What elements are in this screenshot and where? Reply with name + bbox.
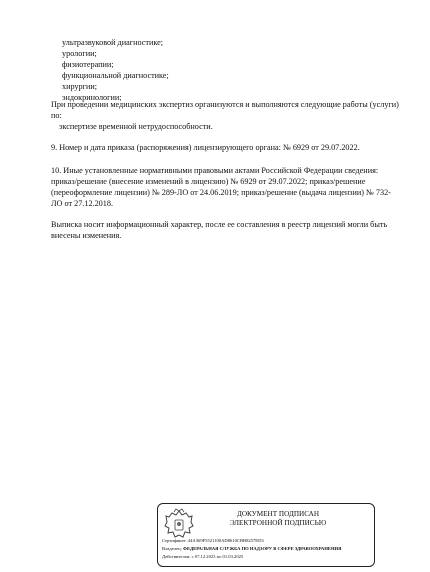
list-item: функциональной диагностике;	[62, 71, 169, 80]
list-item: урологии;	[62, 49, 97, 58]
electronic-signature-stamp	[157, 503, 375, 567]
other-info-paragraph: 10. Иные установленные нормативными правовыми актами Российской Федерации сведения: приказ/решение (внесение изменений в лицензию) № 6929 от 29.07.2022; приказ/решение (переоформление лицензии) № 289-ЛО от 24.06.2019; приказ/решение (выдача лицензии) № 732-ЛО от 27.12.2018.	[51, 166, 391, 208]
expertise-paragraph	[51, 99, 401, 132]
list-item: ультразвуковой диагностике;	[62, 38, 164, 47]
owner-label: Владелец:	[162, 546, 182, 551]
stamp-title-line1: ДОКУМЕНТ ПОДПИСАН	[236, 510, 320, 518]
list-item: физиотерапии;	[62, 60, 114, 69]
disclaimer-paragraph: Выписка носит информационный характер, после ее составления в реестр лицензий могли быть внесены изменения.	[51, 220, 388, 240]
expertise-item: экспертизе временной нетрудоспособности.	[59, 122, 213, 131]
owner-line	[162, 545, 374, 553]
owner-name: ФЕДЕРАЛЬНАЯ СЛУЖБА ПО НАДЗОРУ В СФЕРЕ ЗДРАВООХРАНЕНИЯ	[183, 546, 342, 551]
order-number-paragraph: 9. Номер и дата приказа (распоряжения) лицензирующего органа: № 6929 от 29.07.2022.	[51, 143, 360, 152]
specialty-list	[62, 37, 169, 103]
list-item: эндокринологии;	[62, 93, 122, 102]
validity-line: Действителен: с 07.12.2023 по 01.03.2025	[162, 554, 244, 559]
stamp-details	[162, 537, 374, 561]
expertise-intro: При проведении медицинских экспертиз организуются и выполняются следующие работы (услуги) по:	[51, 100, 399, 120]
stamp-title	[202, 510, 354, 527]
certificate-line: Сертификат: 44A369F5521100AD8610CBB8257ED3	[162, 538, 264, 543]
stamp-title-line2: ЭЛЕКТРОННОЙ ПОДПИСЬЮ	[229, 518, 327, 527]
list-item: хирургии;	[62, 82, 98, 91]
